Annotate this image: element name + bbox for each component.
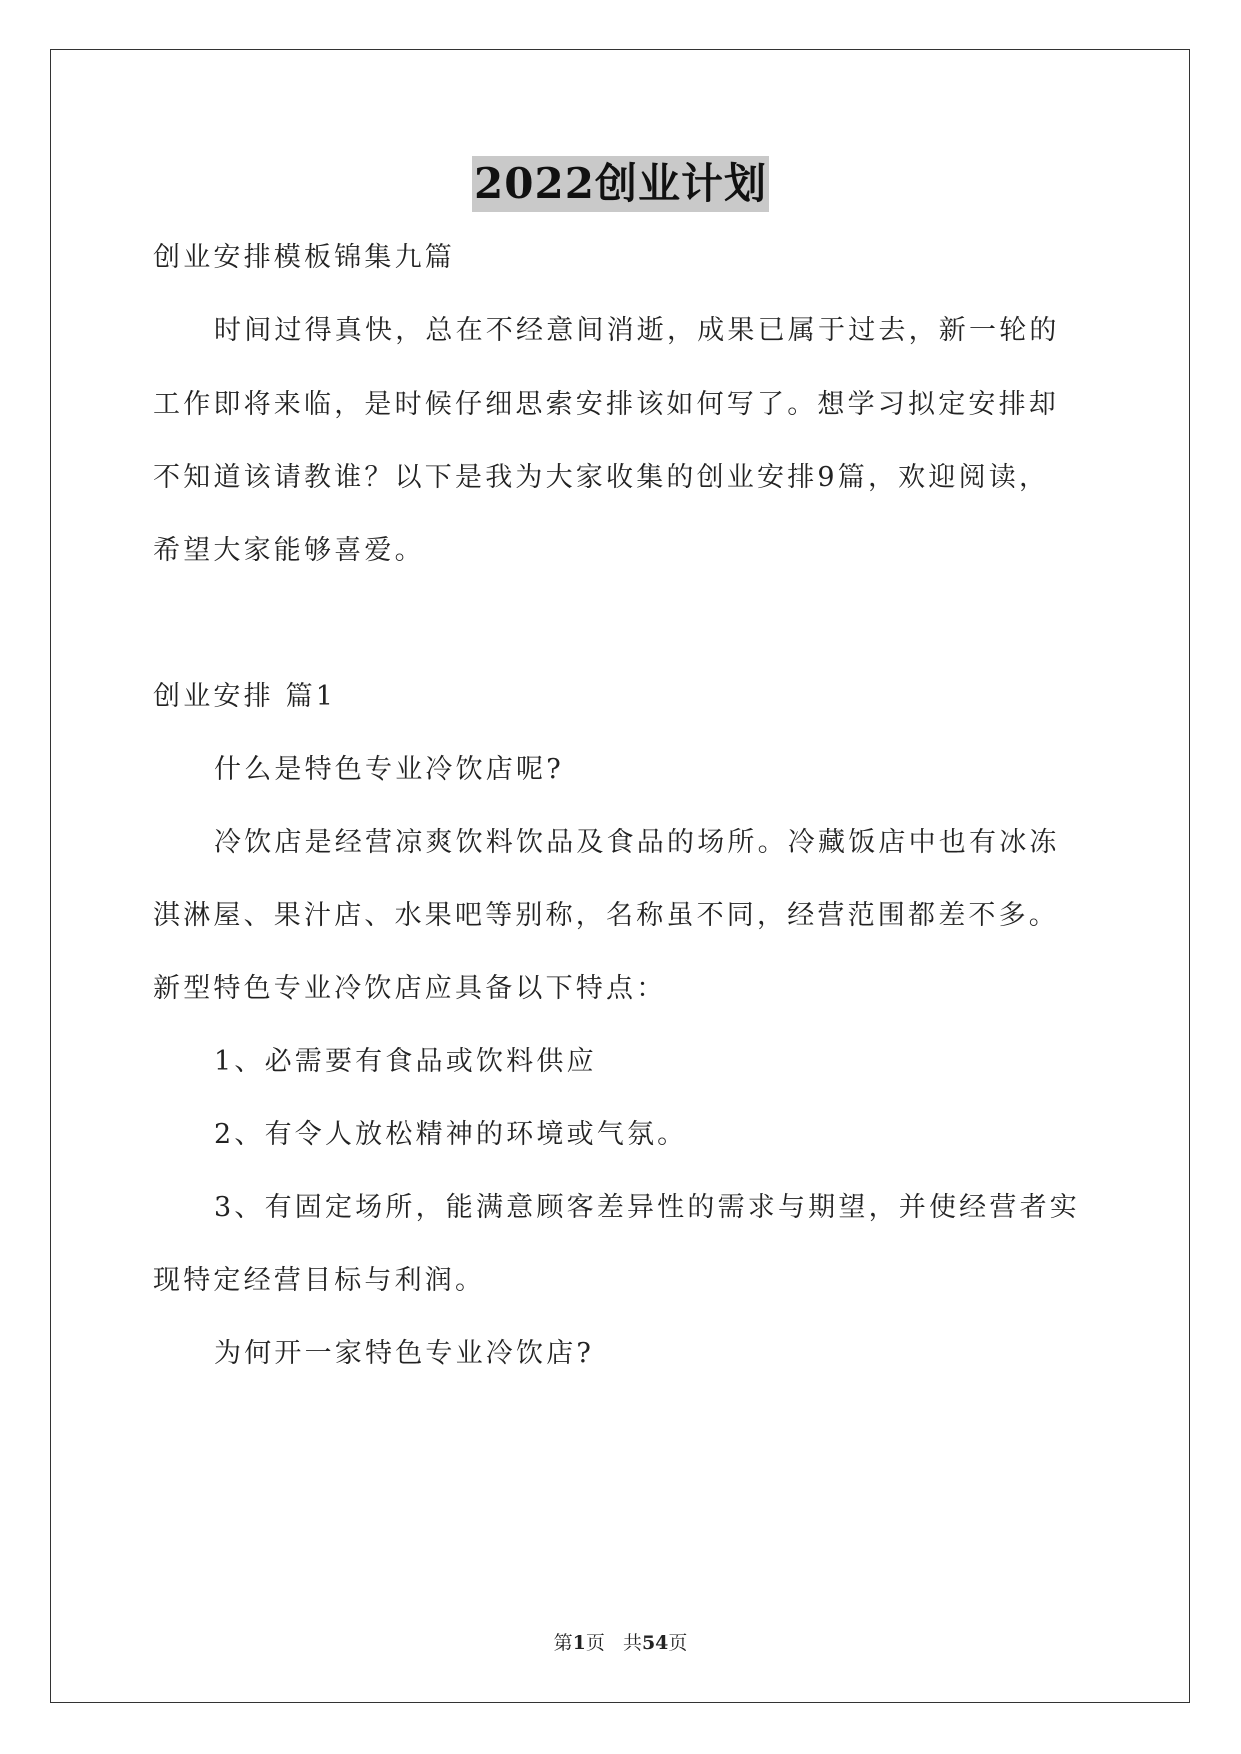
paragraph-line: 现特定经营目标与利润。 xyxy=(153,1265,486,1296)
paragraph-line: 希望大家能够喜爱。 xyxy=(153,535,425,566)
paragraph-line: 冷饮店是经营凉爽饮料饮品及食品的场所。冷藏饭店中也有冰冻 xyxy=(214,827,1060,858)
subtitle-line: 创业安排模板锦集九篇 xyxy=(153,242,455,273)
paragraph-line: 工作即将来临，是时候仔细思索安排该如何写了。想学习拟定安排却 xyxy=(153,389,1059,420)
title-container xyxy=(0,156,1241,212)
footer-mid: 页 共 xyxy=(585,1632,642,1654)
paragraph-line: 不知道该请教谁？以下是我为大家收集的创业安排9篇，欢迎阅读， xyxy=(153,462,1050,493)
paragraph-line: 为何开一家特色专业冷饮店? xyxy=(214,1338,595,1369)
footer-prefix: 第 xyxy=(553,1632,573,1654)
page-border xyxy=(50,49,1190,1703)
list-item: 3、有固定场所，能满意顾客差异性的需求与期望，并使经营者实 xyxy=(214,1192,1080,1223)
total-pages-number: 54 xyxy=(641,1632,669,1654)
paragraph-line: 新型特色专业冷饮店应具备以下特点： xyxy=(153,973,667,1004)
page-footer xyxy=(0,1628,1241,1655)
paragraph-line: 什么是特色专业冷饮店呢? xyxy=(214,754,564,785)
list-item: 1、必需要有食品或饮料供应 xyxy=(214,1046,597,1077)
list-item: 2、有令人放松精神的环境或气氛。 xyxy=(214,1119,688,1150)
current-page-number: 1 xyxy=(572,1632,586,1654)
paragraph-line: 淇淋屋、果汁店、水果吧等别称，名称虽不同，经营范围都差不多。 xyxy=(153,900,1059,931)
paragraph-line: 时间过得真快，总在不经意间消逝，成果已属于过去，新一轮的 xyxy=(214,315,1060,346)
document-title: 2022创业计划 xyxy=(472,156,769,212)
footer-suffix: 页 xyxy=(668,1632,688,1654)
section-heading: 创业安排 篇1 xyxy=(153,681,337,712)
